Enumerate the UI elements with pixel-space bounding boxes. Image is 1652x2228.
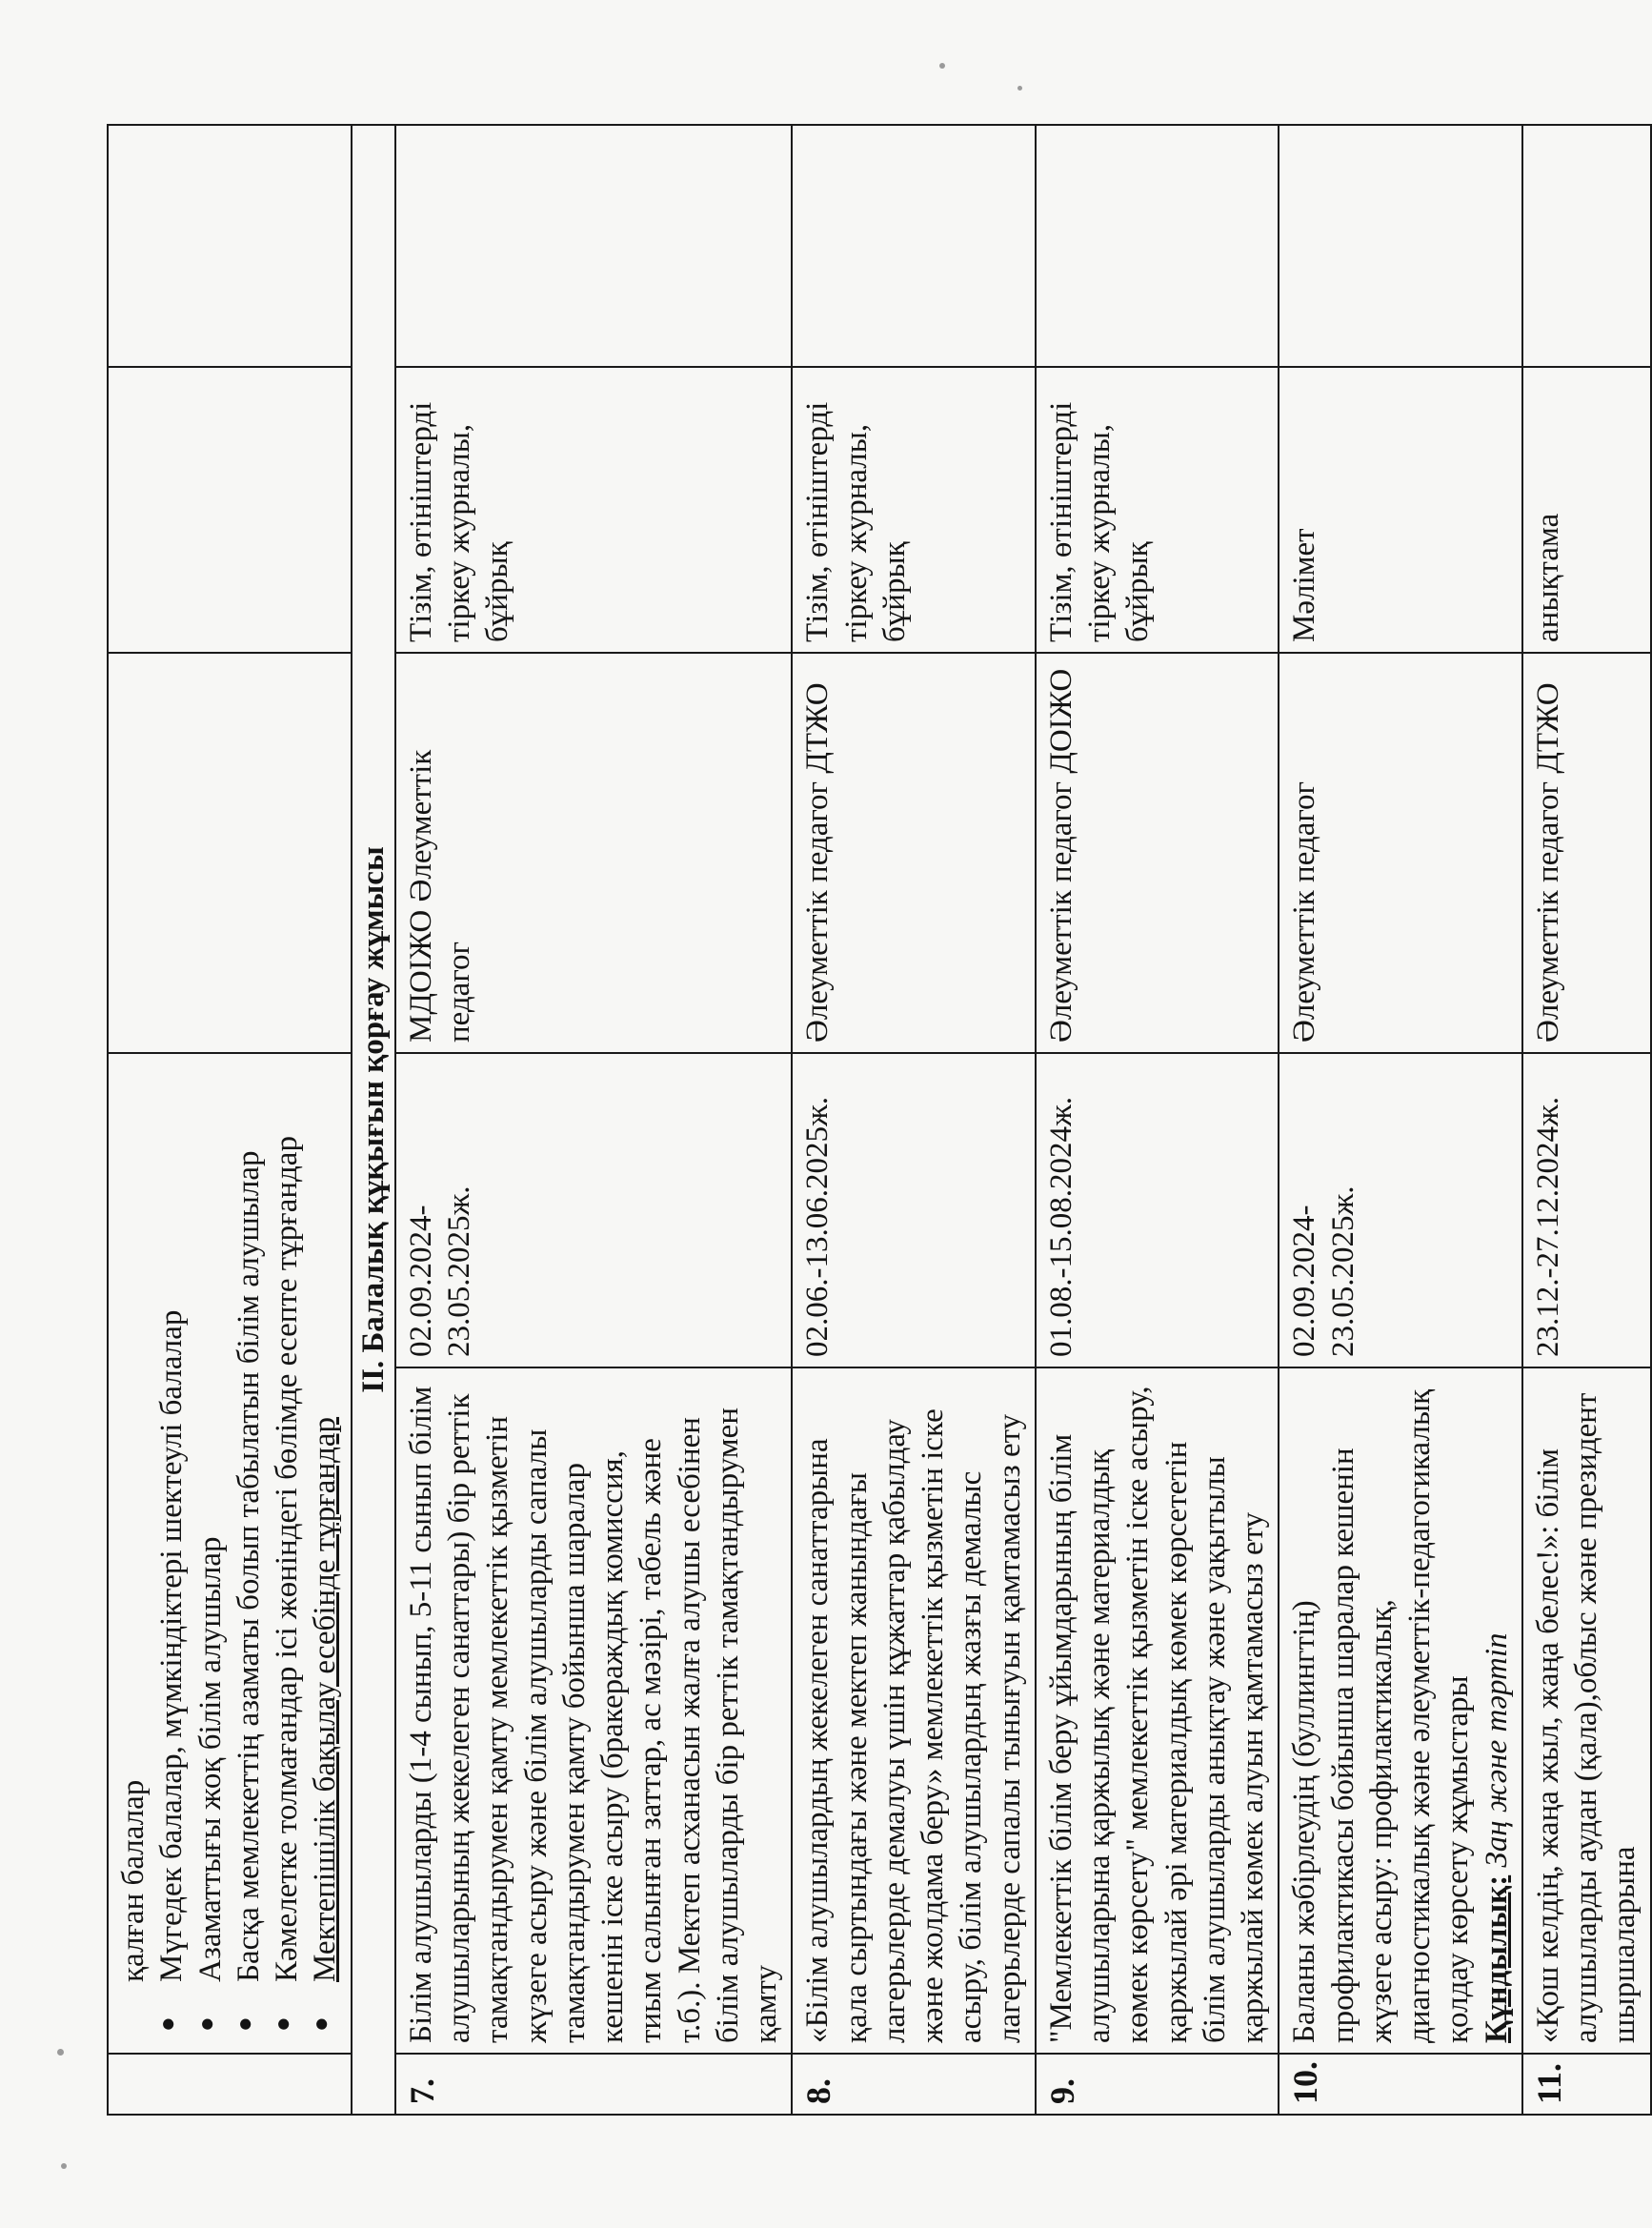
row-output-form: Тізім, өтініштерді тіркеу журналы, бұйрық (395, 367, 793, 653)
value-label: Құндылық: (1479, 1874, 1514, 2043)
scan-speck (1017, 86, 1022, 91)
row-number: 10. (1279, 2054, 1522, 2115)
cell-empty (1522, 125, 1651, 367)
cell-num-empty (108, 2054, 352, 2115)
row-date: 01.08.-15.08.2024ж. (1036, 1053, 1279, 1367)
cell-empty (108, 367, 352, 653)
row-responsible: МДОІЖО Әлеуметтік педагог (395, 653, 793, 1053)
row-description (1279, 1367, 1522, 2054)
row-number: 7. (395, 2054, 793, 2115)
row-description: Білім алушыларды (1-4 сынып, 5-11 сынып білім алушыларының жекелеген санаттары) бір реттік тамақтандырумен қамту мемлекеттік қызметін жүзеге асыру және білім алушыларды сапалы тамақтандырумен қамту бойынша шаралар кешенін іске асыру (бракераждық комиссия, тиым салынған заттар, ас мәзірі, табель және т.б.). Мектеп асханасын жалға алушы есебінен білім алушыларды бір реттік тамақтандырумен қамту (395, 1367, 793, 2054)
row-responsible: Әлеуметтік педагог ДОІЖО (1036, 653, 1279, 1053)
list-item: ● Басқа мемлекеттің азаматы болып табылатын білім алушылар (230, 1063, 268, 1982)
row-description: «Қош келдің, жаңа жыл, жаңа белес!»: білім алушыларды аудан (қала),облыс және президент шыршаларына (1522, 1367, 1651, 2054)
table-row (395, 125, 793, 2115)
row-date: 02.06.-13.06.2025ж. (792, 1053, 1036, 1367)
cell-empty (792, 125, 1036, 367)
table-row-continuation (108, 125, 352, 2115)
row-date: 02.09.2024-23.05.2025ж. (395, 1053, 793, 1367)
row-number: 11. (1522, 2054, 1651, 2115)
cell-empty (108, 125, 352, 367)
cell-empty (395, 125, 793, 367)
row-responsible: Әлеуметтік педагог ДТЖО (1522, 653, 1651, 1053)
section-header-row (352, 125, 395, 2115)
section-title: II. Балалық құқығын қорғау жұмысы (352, 125, 395, 2115)
row-description: "Мемлекеттік білім беру ұйымдарының білім алушыларына қаржылық және материалдық көмек көрсету" мемлекеттік қызметін іске асыру, қаржылай әрі материалдық көмек көрсететін білім алушыларды анықтау және уақытылы қаржылай көмек алуын қамтамасыз ету (1036, 1367, 1279, 2054)
table-row (1036, 125, 1279, 2115)
row-output-form: Мәлімет (1279, 367, 1522, 653)
scan-speck (57, 2049, 64, 2056)
row-responsible: Әлеуметтік педагог ДТЖО (792, 653, 1036, 1053)
table-row (792, 125, 1036, 2115)
list-item: ● Мүгедек балалар, мүмкіндіктері шектеулі балалар (152, 1063, 191, 1982)
rotated-page-content (107, 126, 1642, 2116)
row-description: «Білім алушылардың жекелеген санаттарына қала сыртындағы және мектеп жанындағы лагерьлерде демалуы үшін құжаттар қабылдау және жолдама беру» мемлекеттік қызметін іске асыру, білім алушылардың жазғы демалыс лагерьлерде сапалы тынығуын қамтамасыз ету (792, 1367, 1036, 2054)
cell-categories (108, 1053, 352, 2054)
list-item: ● Кәмелетке толмағандар ісі жөніндегі бөлімде есепте тұрғандар (268, 1063, 306, 1982)
cell-empty (108, 653, 352, 1053)
row-date: 23.12.-27.12.2024ж. (1522, 1053, 1651, 1367)
row-output-form: Тізім, өтініштерді тіркеу журналы, бұйрық (792, 367, 1036, 653)
category-list (114, 1063, 345, 2043)
scan-speck (939, 63, 945, 69)
row-output-form: анықтама (1522, 367, 1651, 653)
row-date: 02.09.2024-23.05.2025ж. (1279, 1053, 1522, 1367)
cell-empty (1279, 125, 1522, 367)
row-description-text: Баланы жәбірлеудің (буллингтің) профилактикасы бойынша шаралар кешенін жүзеге асыру: профилактикалық, диагностикалық және әлеуметтік-педагогикалық қолдау көрсету жұмыстары (1287, 1388, 1476, 2043)
cell-empty (1036, 125, 1279, 367)
list-item: ● Мектепішілік бақылау есебінде тұрғандар (306, 1063, 344, 1982)
row-number: 8. (792, 2054, 1036, 2115)
row-output-form: Тізім, өтініштерді тіркеу журналы, бұйрық (1036, 367, 1279, 653)
row-responsible: Әлеуметтік педагог (1279, 653, 1522, 1053)
list-item: ● Азаматтығы жоқ білім алушылар (191, 1063, 230, 1982)
list-item: қалған балалар (116, 1779, 151, 1982)
row-number: 9. (1036, 2054, 1279, 2115)
value-text: Заң және тәртіп (1479, 1632, 1514, 1868)
work-plan-table (107, 124, 1652, 2116)
scan-speck (61, 2163, 67, 2169)
table-row (1279, 125, 1522, 2115)
table-row (1522, 125, 1651, 2115)
